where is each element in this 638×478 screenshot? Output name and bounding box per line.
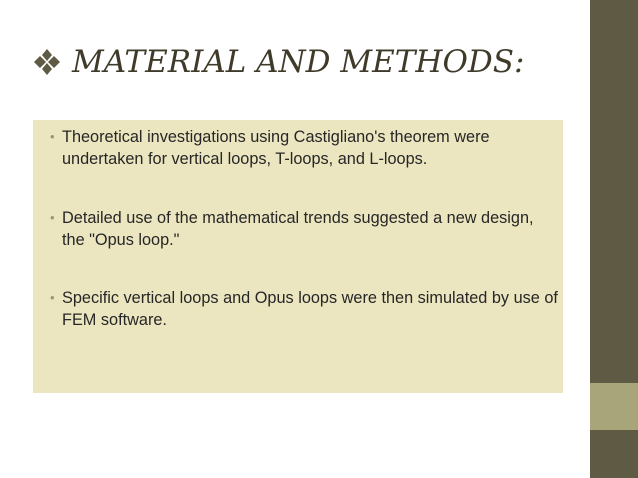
bullet-dot-icon: •: [50, 210, 55, 225]
content-box: [33, 120, 563, 393]
bullet-text: Specific vertical loops and Opus loops were then simulated by use of FEM software.: [62, 289, 558, 329]
slide-title: [32, 37, 582, 87]
bullet-dot-icon: •: [50, 290, 55, 305]
bullet-item: [50, 287, 560, 331]
four-diamond-bullet-icon: [32, 47, 62, 77]
bullet-text: Detailed use of the mathematical trends suggested a new design, the "Opus loop.": [62, 209, 534, 249]
slide-title-text: MATERIAL AND METHODS:: [72, 44, 525, 80]
right-decorative-band: [590, 0, 638, 478]
bullet-item: [50, 126, 560, 170]
bullet-text: Theoretical investigations using Castigliano's theorem were undertaken for vertical loops, T-loops, and L-loops.: [62, 128, 490, 168]
bullet-item: [50, 207, 560, 251]
right-band-accent-block: [590, 383, 638, 430]
bullet-dot-icon: •: [50, 129, 55, 144]
